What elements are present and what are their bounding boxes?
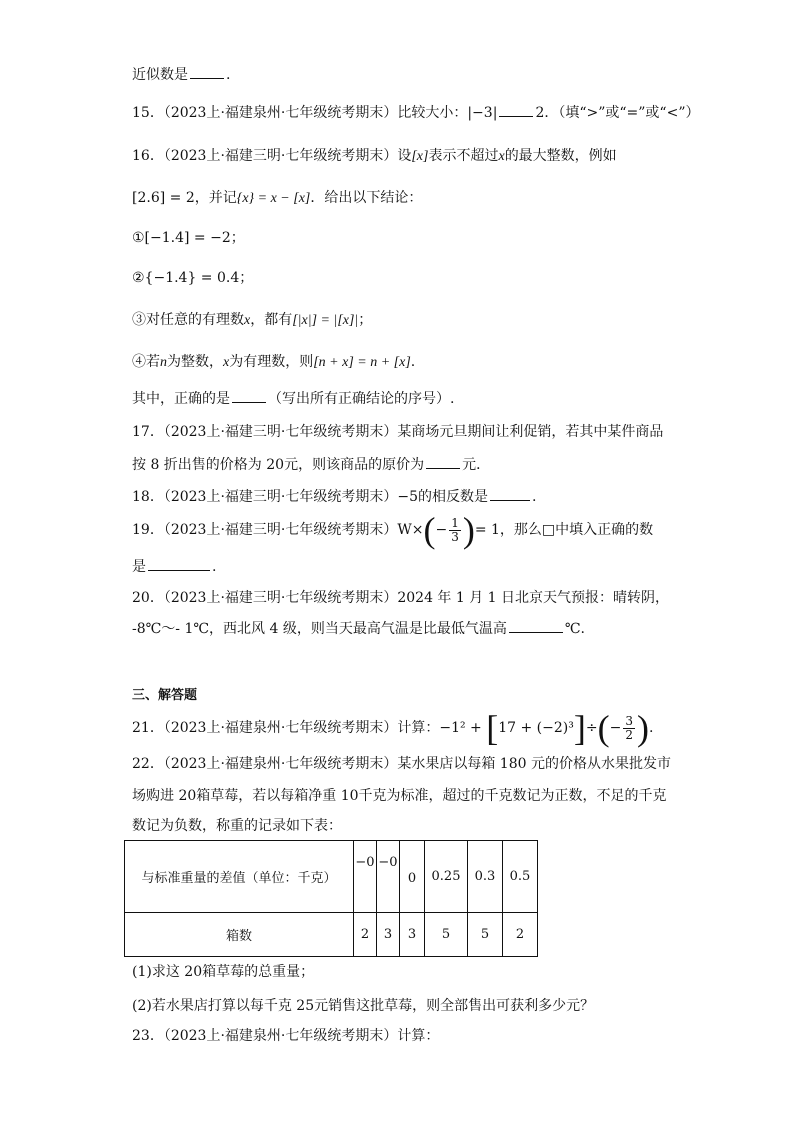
fraction: $\frac{3}{2}$ — [625, 713, 633, 742]
line-approx: 近似数是 . — [132, 64, 230, 85]
table-header-cell: 与标准重量的差值（单位：千克） — [125, 841, 354, 913]
table-row — [125, 841, 538, 913]
answer-blank[interactable] — [426, 454, 460, 469]
table-cell: 0.5 — [503, 841, 538, 913]
section-heading: 三、解答题 — [132, 688, 198, 703]
question-22-part1: (1)求这 20箱草莓的总重量； — [132, 964, 315, 980]
question-20: 20．（2023上·福建三明·七年级统考期末）2024 年 1 月 1 日北京天气预报：晴转阴， — [132, 590, 670, 606]
conclusion-3: ③对任意的有理数x，都有[|x|] = |[x]|； — [132, 312, 373, 328]
question-21: 21．（2023上·福建泉州·七年级统考期末）计算：−1² + [17 + (−2)³]÷(− $\frac{3}{2}$ ). — [132, 708, 654, 748]
conclusion-2: ②{−1.4} = 0.4； — [132, 270, 254, 286]
question-18: 18．（2023上·福建三明·七年级统考期末）−5的相反数是 . — [132, 486, 536, 507]
table-cell: 2 — [503, 913, 538, 957]
question-22: 22．（2023上·福建泉州·七年级统考期末）某水果店以每箱 180 元的价格从水果批发市 — [132, 756, 671, 772]
question-19-cont: 是 . — [132, 556, 216, 577]
table-cell: 0 — [400, 841, 425, 913]
table-row — [125, 913, 538, 957]
answer-blank[interactable] — [509, 618, 563, 633]
table-cell: 3 — [400, 913, 425, 957]
conclusion-1: ①[−1.4] = −2； — [132, 230, 245, 246]
question-15: 15．（2023上·福建泉州·七年级统考期末）比较大小：|−3| 2．（填“>”或“=”或“<”） — [132, 102, 699, 123]
question-20-cont: -8℃～- 1℃，西北风 4 级，则当天最高气温是比最低气温高 ℃. — [132, 618, 585, 639]
table-cell: −0 — [354, 841, 377, 913]
question-16-answer: 其中，正确的是 （写出所有正确结论的序号）. — [132, 388, 454, 409]
answer-blank[interactable] — [499, 102, 533, 117]
fraction: $\frac{1}{3}$ — [451, 515, 459, 544]
question-17: 17．（2023上·福建三明·七年级统考期末）某商场元旦期间让利促销，若其中某件商品 — [132, 424, 664, 440]
answer-blank[interactable] — [232, 388, 266, 403]
table-cell: 0.3 — [468, 841, 503, 913]
question-16: 16．（2023上·福建三明·七年级统考期末）设[x]表示不超过x的最大整数，例如 — [132, 148, 617, 164]
table-cell: 0.25 — [425, 841, 468, 913]
table-cell: −0 — [377, 841, 400, 913]
question-22-cont1: 场购进 20箱草莓，若以每箱净重 10千克为标准，超过的千克数记为正数，不足的千克 — [132, 788, 667, 804]
conclusion-4: ④若n为整数，x为有理数，则[n + x] = n + [x]. — [132, 354, 416, 370]
table-cell: 3 — [377, 913, 400, 957]
question-23: 23．（2023上·福建泉州·七年级统考期末）计算： — [132, 1028, 440, 1044]
answer-blank[interactable] — [148, 556, 210, 571]
table-cell: 5 — [425, 913, 468, 957]
table-header-cell: 箱数 — [125, 913, 354, 957]
question-17-cont: 按 8 折出售的价格为 20元，则该商品的原价为 元． — [132, 454, 490, 475]
table-cell: 2 — [354, 913, 377, 957]
weight-table — [124, 840, 538, 957]
table-cell: 5 — [468, 913, 503, 957]
answer-blank[interactable] — [190, 64, 224, 79]
answer-blank[interactable] — [490, 486, 530, 501]
question-22-part2: (2)若水果店打算以每千克 25元销售这批草莓，则全部售出可获利多少元？ — [132, 998, 595, 1014]
question-22-cont2: 数记为负数，称重的记录如下表： — [132, 818, 342, 834]
question-16-cont: [2.6] = 2，并记{x} = x − [x]．给出以下结论： — [132, 190, 423, 206]
question-19: 19．（2023上·福建三明·七年级统考期末）W×(− $\frac{1}{3}$ )= 1，那么□中填入正确的数 — [132, 510, 654, 550]
abs-value: |−3| — [467, 105, 498, 121]
